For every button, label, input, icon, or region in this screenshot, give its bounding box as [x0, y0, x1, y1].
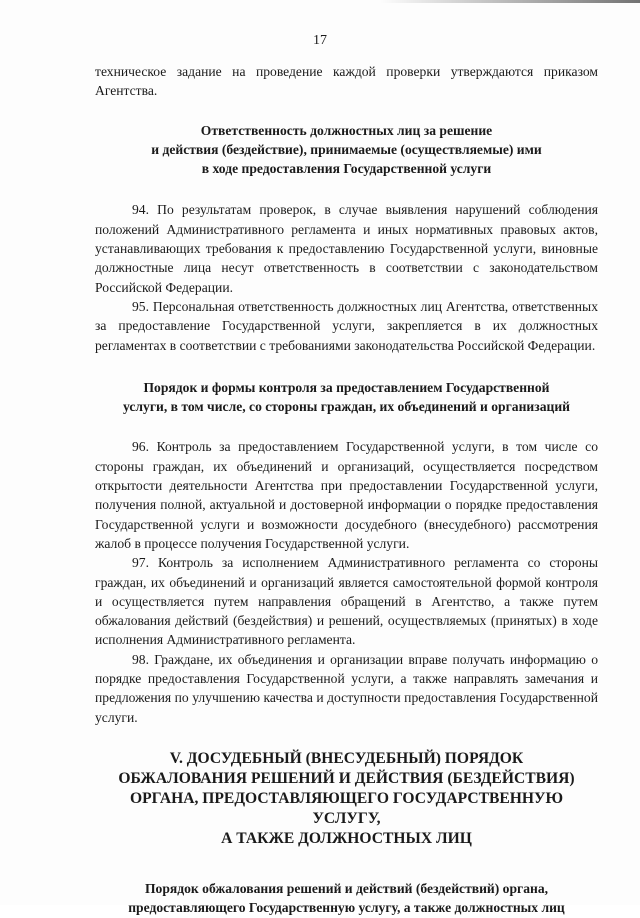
document-body: [95, 62, 598, 918]
heading-control: [95, 378, 598, 417]
intro-paragraph: техническое задание на проведение каждой проверки утверждаются приказом Агентства.: [95, 64, 598, 99]
heading-line: и действия (бездействие), принимаемые (осуществляемые) ими: [151, 141, 542, 157]
page-number: 17: [313, 33, 327, 48]
section-v-heading: [95, 749, 598, 849]
paragraph-97: 97. Контроль за исполнением Административного регламента со стороны граждан, их объединений и организаций является самостоятельной формой контроля и осуществляется путем направления обращений в Агентство, а также путем обжалования действий (бездействия) и решений, осуществляемых (принятых) в ходе исполнения Административного регламента.: [95, 555, 598, 648]
heading-line: Ответственность должностных лиц за решение: [200, 122, 493, 138]
paragraph-95: 95. Персональная ответственность должностных лиц Агентства, ответственных за предоставление Государственной услуги, закрепляется в их должностных регламентах в соответствии с требованиями законодательства Российской Федерации.: [95, 298, 598, 353]
section-heading-line: ОБЖАЛОВАНИЯ РЕШЕНИЙ И ДЕЙСТВИЯ (БЕЗДЕЙСТВИЯ): [118, 769, 575, 787]
heading-line: в ходе предоставления Государственной услуги: [201, 161, 492, 177]
heading-appeal: [95, 879, 598, 918]
heading-responsibility: [95, 121, 598, 179]
paragraph-96: 96. Контроль за предоставлением Государственной услуги, в том числе со стороны граждан, их объединений и организаций, осуществляется посредством открытости деятельности Агентства при предоставлении Государственной услуги, получения полной, актуальной и достоверной информации о порядке предоставления Государственной услуги и возможности досудебного (внесудебного) рассмотрения жалоб в процессе получения Государственной услуги.: [95, 439, 598, 551]
heading-line: Порядок и формы контроля за предоставлением Государственной: [143, 379, 550, 395]
heading-line: услуги, в том числе, со стороны граждан, их объединений и организаций: [122, 399, 571, 415]
heading-line: Порядок обжалования решений и действий (бездействий) органа,: [144, 880, 549, 896]
section-heading-line: V. ДОСУДЕБНЫЙ (ВНЕСУДЕБНЫЙ) ПОРЯДОК: [169, 749, 524, 767]
scan-edge-shadow: [380, 0, 640, 3]
section-heading-line: А ТАКЖЕ ДОЛЖНОСТНЫХ ЛИЦ: [221, 829, 472, 847]
paragraph-98: 98. Граждане, их объединения и организации вправе получать информацию о порядке предоставления Государственной услуги, а также направлять замечания и предложения по улучшению качества и доступности предоставления Государственной услуги.: [95, 651, 598, 725]
section-heading-line: ОРГАНА, ПРЕДОСТАВЛЯЮЩЕГО ГОСУДАРСТВЕННУЮ УСЛУГУ,: [129, 789, 564, 827]
paragraph-94: 94. По результатам проверок, в случае выявления нарушений соблюдения положений Административного регламента и иных нормативных правовых актов, устанавливающих требования к предоставлению Государственной услуги, виновные должностные лица несут ответственность в соответствии с законодательством Российской Федерации.: [95, 202, 598, 295]
heading-line: предоставляющего Государственную услугу, а также должностных лиц: [128, 900, 565, 916]
